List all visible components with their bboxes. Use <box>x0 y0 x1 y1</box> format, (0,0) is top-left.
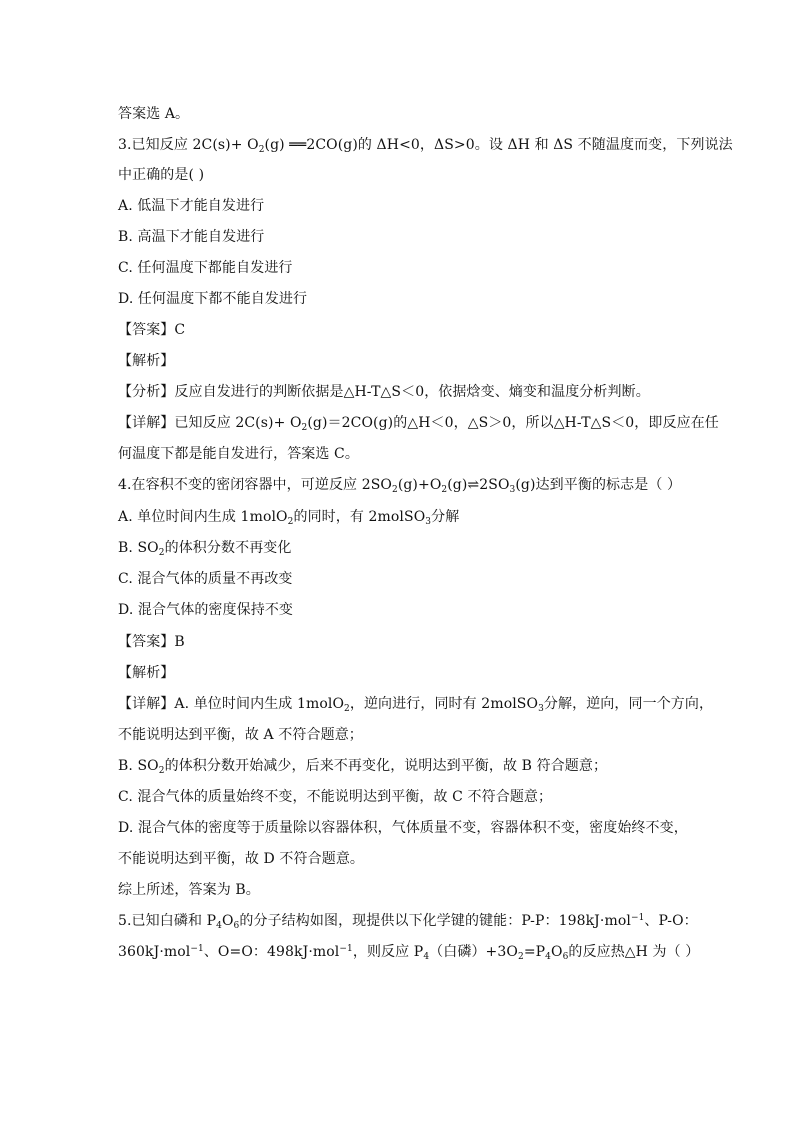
q3-detail-line2: 何温度下都是能自发进行，答案选 C。 <box>118 446 359 462</box>
subscript: 6 <box>233 921 240 931</box>
q4-stem-part: (g)+O <box>397 477 442 493</box>
q4-detail-3: C. 混合气体的质量始终不变，不能说明达到平衡，故 C 不符合题意； <box>118 789 553 805</box>
subscript: 4 <box>545 952 551 962</box>
superscript: −1 <box>630 913 645 923</box>
subscript: 2 <box>287 517 294 527</box>
subscript: 2 <box>158 766 165 776</box>
q5-stem-part: 5.已知白磷和 P <box>118 913 217 929</box>
q4-option-b-part: 的体积分数不再变化 <box>164 540 292 556</box>
subscript: 4 <box>423 952 430 962</box>
q3-detail <box>118 413 719 433</box>
q3-stem-part: 3.已知反应 2C(s)+ O <box>118 137 259 153</box>
subscript: 2 <box>441 485 448 495</box>
q3-stem <box>118 135 733 155</box>
subscript: 4 <box>216 921 222 931</box>
q4-option-d: D. 混合气体的密度保持不变 <box>118 602 294 618</box>
q4-detail-4-line2: 不能说明达到平衡，故 D 不符合题意。 <box>118 851 365 867</box>
q5-stem-part: =P <box>523 944 546 960</box>
q3-option-b: B. 高温下才能自发进行 <box>118 229 265 245</box>
q4-stem-part: (g)⇌2SO <box>447 477 510 493</box>
subscript: 3 <box>425 517 432 527</box>
q5-stem-part: 的分子结构如图，现提供以下化学键的键能：P-P：198kJ·mol <box>239 913 631 929</box>
q3-answer: 【答案】C <box>118 322 186 338</box>
q5-stem-part: 、O=O：498kJ·mol <box>203 944 340 960</box>
subscript: 6 <box>562 952 569 962</box>
superscript: −1 <box>190 944 204 954</box>
q5-stem-part: （白磷）+3O <box>429 944 518 960</box>
q3-stem-line2: 中正确的是( ) <box>118 167 205 183</box>
q5-stem-part: 、P-O： <box>644 913 698 929</box>
subscript: 2 <box>344 704 350 714</box>
q4-jiexi-heading: 【解析】 <box>118 665 175 681</box>
q4-detail-part: 【详解】A. 单位时间内生成 1molO <box>118 696 345 712</box>
q5-stem-part: 的反应热△H 为（ ） <box>568 944 700 960</box>
q4-detail-4: D. 混合气体的密度等于质量除以容器体积，气体质量不变，容器体积不变，密度始终不变， <box>118 820 688 836</box>
q4-detail-1 <box>118 694 714 714</box>
q3-option-c: C. 任何温度下都能自发进行 <box>118 260 293 276</box>
q5-stem-part: O <box>551 944 563 960</box>
q4-detail-part: 分解，逆向，同一个方向， <box>543 696 714 712</box>
q4-stem-part: (g)达到平衡的标志是（ ） <box>515 477 682 493</box>
q4-detail-2 <box>118 756 678 776</box>
subscript: 2 <box>158 548 165 558</box>
q4-detail-part: B. SO <box>118 758 159 774</box>
q4-detail-part: 的体积分数开始减少，后来不再变化，说明达到平衡，故 B 符合题意； <box>164 758 608 774</box>
q3-analysis: 【分析】反应自发进行的判断依据是△H-T△S＜0，依据焓变、熵变和温度分析判断。 <box>118 384 650 400</box>
q3-option-d: D. 任何温度下都不能自发进行 <box>118 291 308 307</box>
subscript: 2 <box>517 952 524 962</box>
q3-jiexi-heading: 【解析】 <box>118 353 175 369</box>
q3-stem-part: (g) ══2CO(g)的 ΔH<0，ΔS>0。设 ΔH 和 ΔS 不随温度而变，下列说法 <box>264 137 733 153</box>
q3-detail-part: 【详解】已知反应 2C(s)+ O <box>118 415 302 431</box>
q5-stem-part: 360kJ·mol <box>118 944 191 960</box>
q5-stem-part: O <box>221 913 234 929</box>
q4-option-a <box>118 507 678 527</box>
q4-stem-part: 4.在容积不变的密闭容器中，可逆反应 2SO <box>118 477 392 493</box>
q4-option-a-part: 分解 <box>431 509 460 525</box>
answer-line-prev: 答案选 A。 <box>118 106 190 122</box>
subscript: 2 <box>301 423 308 433</box>
q4-detail-part: ，逆向进行，同时有 2molSO <box>349 696 539 712</box>
q4-detail-1-line2: 不能说明达到平衡，故 A 不符合题意； <box>118 727 363 743</box>
subscript: 3 <box>538 704 544 714</box>
q4-option-b <box>118 538 678 558</box>
subscript: 2 <box>391 485 398 495</box>
q4-summary: 综上所述，答案为 B。 <box>118 882 260 898</box>
q5-stem-part: ，则反应 P <box>352 944 424 960</box>
q4-option-a-part: A. 单位时间内生成 1molO <box>118 509 288 525</box>
subscript: 3 <box>509 485 516 495</box>
q3-option-a: A. 低温下才能自发进行 <box>118 198 265 214</box>
q5-stem <box>118 911 698 931</box>
q4-stem <box>118 475 682 495</box>
q4-answer: 【答案】B <box>118 634 185 650</box>
q3-detail-part: (g)＝2CO(g)的△H＜0，△S＞0，所以△H-T△S＜0，即反应在任 <box>307 415 719 431</box>
superscript: −1 <box>339 944 353 954</box>
q4-option-a-part: 的同时，有 2molSO <box>293 509 426 525</box>
q4-option-b-part: B. SO <box>118 540 159 556</box>
subscript: 2 <box>258 145 265 155</box>
q5-stem-line2 <box>118 942 700 962</box>
q4-option-c: C. 混合气体的质量不再改变 <box>118 571 293 587</box>
